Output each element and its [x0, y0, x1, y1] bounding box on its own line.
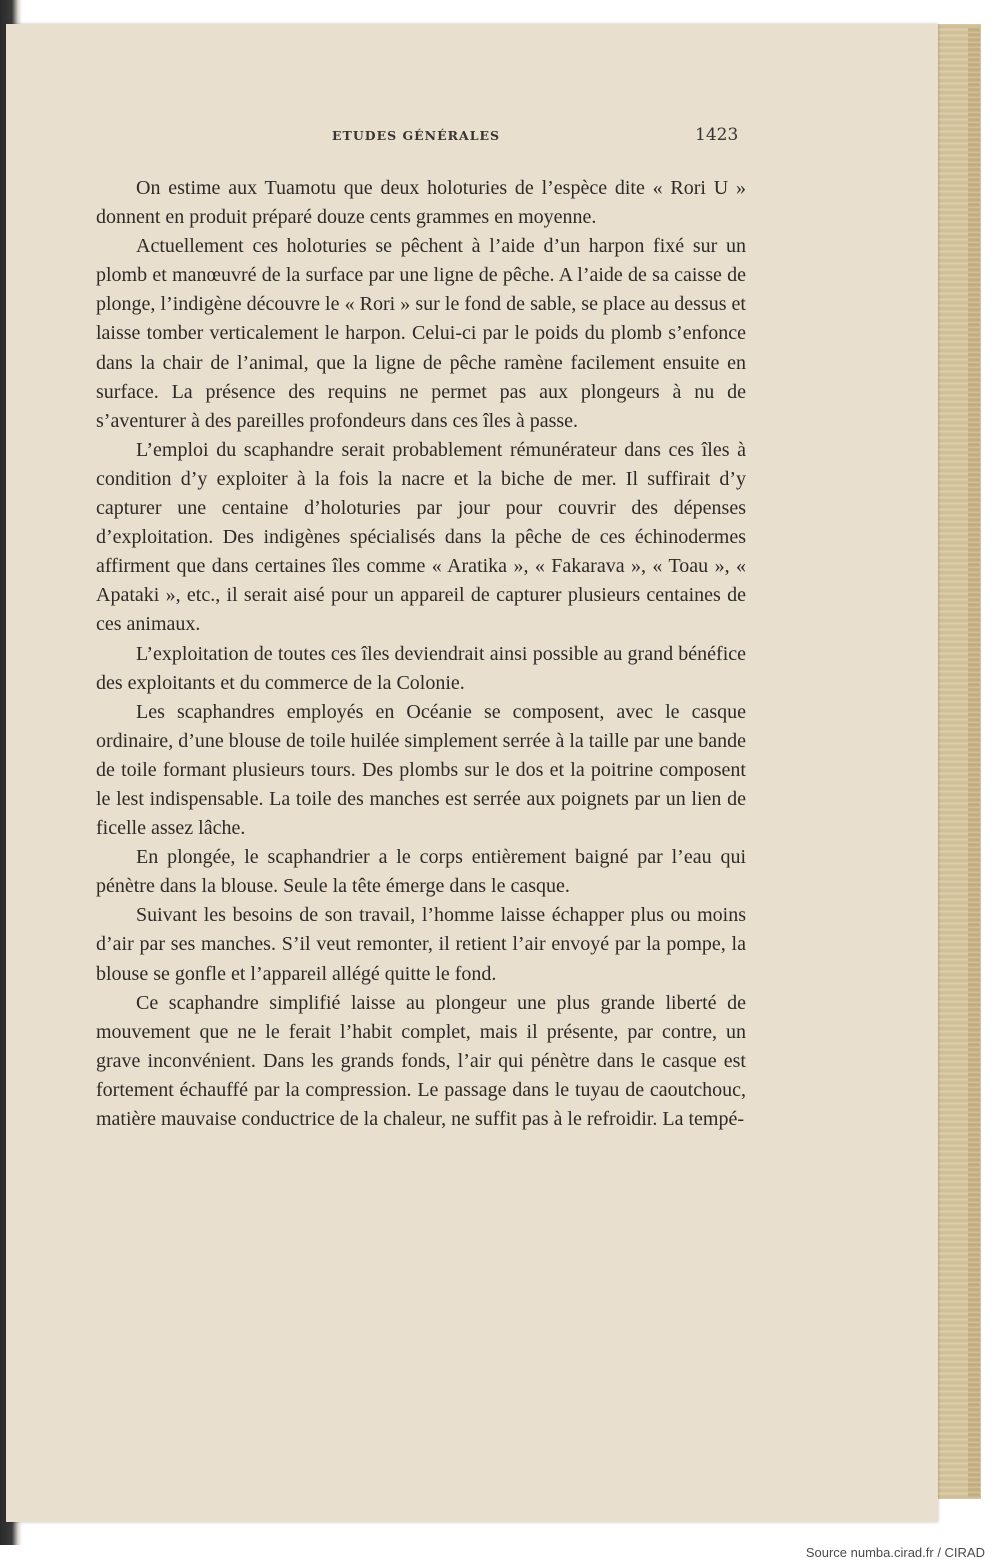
paragraph: Suivant les besoins de son travail, l’homme laisse échapper plus ou moins d’air par ses manches. S’il veut remonter, il retient l’air envoyé par la pompe, la blouse se gonfle et l’appareil allégé quitte le fond. [96, 904, 746, 985]
paragraph: Actuellement ces holoturies se pêchent à l’aide d’un harpon fixé sur un plomb et manœuvré de la surface par une ligne de pêche. A l’aide de sa caisse de plonge, l’indigène découvre le « Rori » sur le fond de sable, se place au dessus et laisse tomber verticalement le harpon. Celui-ci par le poids du plomb s’enfonce dans la chair de l’animal, que la ligne de pêche ramène facilement ensuite en surface. La présence des requins ne permet pas aux plongeurs à nu de s’aventurer à des pareilles profondeurs dans ces îles à passe. [96, 235, 746, 432]
paragraph: Les scaphandres employés en Océanie se composent, avec le casque ordinaire, d’une blouse de toile huilée simplement serrée à la taille par une bande de toile formant plusieurs tours. Des plombs sur le dos et la poitrine composent le lest indispensable. La toile des manches est serrée aux poignets par un lien de ficelle assez lâche. [96, 700, 746, 840]
page-stack-outer-edge [968, 28, 980, 1498]
page-header [6, 125, 938, 152]
book-page [6, 24, 938, 1522]
paragraph: L’exploitation de toutes ces îles deviendrait ainsi possible au grand bénéfice des exploitants et du commerce de la Colonie. [96, 642, 746, 694]
running-head: ETUDES GÉNÉRALES [332, 128, 501, 143]
body-text [96, 174, 746, 1134]
source-credit: Source numba.cirad.fr / CIRAD [805, 1545, 985, 1560]
paragraph: On estime aux Tuamotu que deux holoturies de l’espèce dite « Rori U » donnent en produit préparé douze cents grammes en moyenne. [96, 177, 746, 229]
paragraph: Ce scaphandre simplifié laisse au plongeur une plus grande liberté de mouvement que ne le ferait l’habit complet, mais il présente, par contre, un grave inconvénient. Dans les grands fonds, l’air qui pénètre dans le casque est fortement échauffé par la compression. Le passage dans le tuyau de caoutchouc, matière mauvaise conductrice de la chaleur, ne suffit pas à le refroidir. La tempé- [96, 991, 746, 1130]
paragraph: En plongée, le scaphandrier a le corps entièrement baigné par l’eau qui pénètre dans la blouse. Seule la tête émerge dans le casque. [96, 846, 746, 898]
paragraph: L’emploi du scaphandre serait probablement rémunérateur dans ces îles à condition d’y exploiter à la fois la nacre et la biche de mer. Il suffirait d’y capturer une centaine d’holoturies par jour pour couvrir des dépenses d’exploitation. Des indigènes spécialisés dans la pêche de ces échinodermes affirment que dans certaines îles comme « Aratika », « Fakarava », « Toau », « Apataki », etc., il serait aisé pour un appareil de capturer plusieurs centaines de ces animaux. [96, 438, 746, 636]
page-number: 1423 [695, 125, 739, 145]
